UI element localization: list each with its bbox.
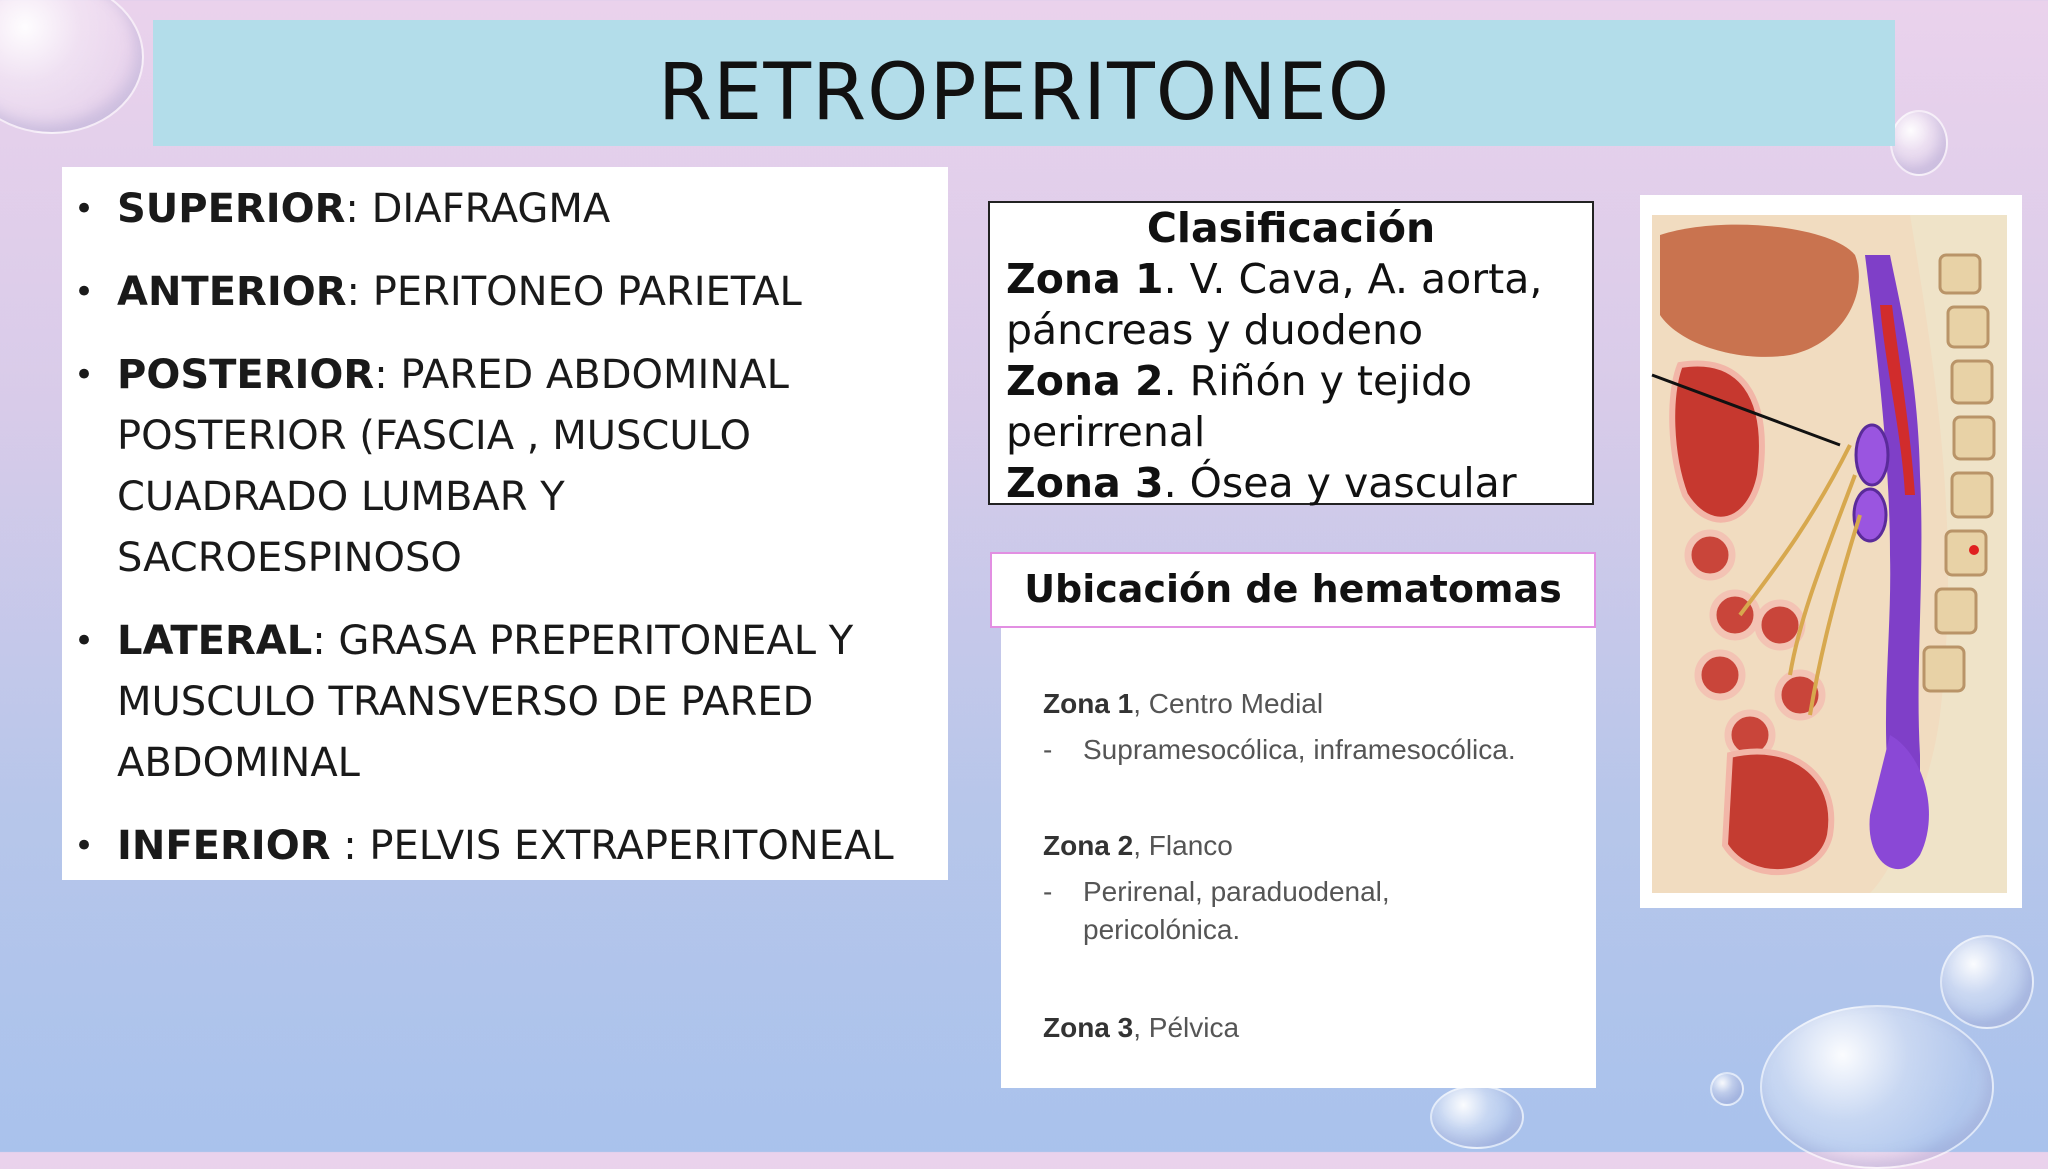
bullet-icon: • (74, 272, 95, 312)
ubicacion-zona-3 (1043, 1012, 1239, 1044)
bubble-decoration (1430, 1085, 1524, 1149)
bubble-decoration (1890, 110, 1948, 176)
limit-key: POSTERIOR (117, 352, 375, 398)
limit-text: : DIAFRAGMA (345, 186, 611, 232)
limit-text: : GRASA PREPERITONEAL Y (312, 618, 854, 664)
zona-text-continuation: perirrenal (1006, 408, 1206, 456)
zona-label: Zona 1 (1006, 255, 1164, 303)
limit-key: SUPERIOR (117, 186, 346, 232)
limit-inferior (62, 816, 948, 877)
ubicacion-zona-2 (1043, 830, 1233, 862)
limit-superior (62, 179, 948, 240)
limit-line: CUADRADO LUMBAR Y (117, 474, 565, 520)
zona-label: Zona 3 (1043, 1012, 1134, 1043)
limit-key: INFERIOR (117, 823, 331, 869)
limit-line: SACROESPINOSO (117, 535, 462, 581)
dash-icon: - (1043, 876, 1053, 907)
limits-panel (62, 167, 948, 880)
zona-text: , Pélvica (1133, 1012, 1240, 1043)
retroperitoneum-sagittal-icon (1640, 195, 2022, 908)
clasificacion-zona-3 (1006, 458, 1576, 509)
bullet-icon: • (74, 621, 95, 661)
bubble-decoration (1760, 1005, 1994, 1169)
limit-anterior (62, 262, 948, 323)
title-bar (153, 20, 1895, 146)
bullet-icon: • (74, 355, 95, 395)
anatomy-illustration (1640, 195, 2022, 908)
slide-title: RETROPERITONEO (657, 48, 1391, 138)
zona-text: , Centro Medial (1133, 688, 1324, 719)
zona-label: Zona 2 (1006, 357, 1164, 405)
zona-label: Zona 2 (1043, 830, 1134, 861)
limit-line: ABDOMINAL (117, 740, 360, 786)
zona-text: . Ósea y vascular (1163, 459, 1517, 507)
bubble-decoration (1940, 935, 2034, 1029)
ubicacion-panel (1001, 628, 1596, 1088)
zona-label: Zona 1 (1043, 688, 1134, 719)
ubicacion-sub (1043, 876, 1390, 908)
clasificacion-heading: Clasificación (1146, 204, 1436, 252)
limit-posterior (62, 345, 948, 589)
ubicacion-zona-1 (1043, 688, 1323, 720)
limit-text: : PELVIS EXTRAPERITONEAL (330, 823, 894, 869)
zona-label: Zona 3 (1006, 459, 1164, 507)
sub-text: Perirenal, paraduodenal, (1083, 876, 1390, 907)
limits-list (62, 179, 948, 877)
bullet-icon: • (74, 189, 95, 229)
dash-icon: - (1043, 734, 1053, 765)
ubicacion-heading: Ubicación de hematomas (990, 552, 1596, 628)
clasificacion-box (988, 201, 1594, 505)
limit-text: : PARED ABDOMINAL (374, 352, 789, 398)
clasificacion-zona-2 (1006, 356, 1576, 407)
bubble-decoration (1710, 1072, 1744, 1106)
ubicacion-sub (1043, 734, 1516, 766)
limit-key: ANTERIOR (117, 269, 347, 315)
zona-text-continuation: páncreas y duodeno (1006, 306, 1424, 354)
bubble-decoration (0, 0, 144, 134)
limit-key: LATERAL (117, 618, 313, 664)
limit-lateral (62, 611, 948, 794)
sub-text: pericolónica. (1083, 914, 1241, 945)
limit-text: : PERITONEO PARIETAL (346, 269, 802, 315)
sub-text: Supramesocólica, inframesocólica. (1083, 734, 1516, 765)
limit-line: POSTERIOR (FASCIA , MUSCULO (117, 413, 751, 459)
clasificacion-zona-1 (1006, 254, 1576, 305)
zona-text: . Riñón y tejido (1163, 357, 1473, 405)
zona-text: , Flanco (1133, 830, 1233, 861)
limit-line: MUSCULO TRANSVERSO DE PARED (117, 679, 814, 725)
zona-text: . V. Cava, A. aorta, (1163, 255, 1543, 303)
bullet-icon: • (74, 826, 95, 866)
